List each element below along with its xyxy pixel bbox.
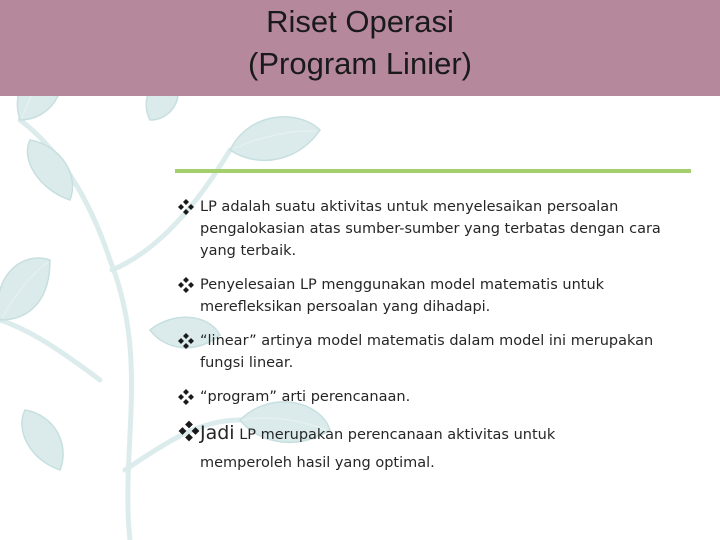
- bullet-item: [176, 330, 696, 374]
- diamond-bullet-icon: [176, 275, 196, 295]
- diamond-bullet-icon: [176, 387, 196, 407]
- diamond-bullet-icon: [176, 197, 196, 217]
- bullet-text: LP merupakan perencanaan aktivitas untuk: [234, 427, 556, 443]
- bullet-list: [176, 196, 696, 490]
- bullet-item: [176, 420, 696, 478]
- accent-divider: [175, 169, 691, 173]
- bullet-item: [176, 274, 696, 318]
- bullet-text: “linear” artinya model matematis dalam model ini merupakan fungsi linear.: [200, 333, 654, 371]
- diamond-bullet-icon: [176, 331, 196, 351]
- bullet-text: Penyelesaian LP menggunakan model matematis untuk merefleksikan persoalan yang dihadapi.: [200, 277, 605, 315]
- title-bar: [0, 0, 720, 96]
- bullet-text: “program” arti perencanaan.: [200, 389, 411, 405]
- slide-subtitle: (Program Linier): [248, 46, 472, 81]
- diamond-bullet-icon: [176, 418, 202, 444]
- slide-title: Riset Operasi: [266, 4, 454, 39]
- bullet-item: [176, 386, 696, 408]
- bullet-text-continuation: memperoleh hasil yang optimal.: [200, 455, 435, 471]
- bullet-item: [176, 196, 696, 262]
- bullet-lead-word: Jadi: [200, 422, 235, 444]
- bullet-text: LP adalah suatu aktivitas untuk menyelesaikan persoalan pengalokasian atas sumber-sumber yang terbatas dengan cara yang terbaik.: [200, 199, 661, 259]
